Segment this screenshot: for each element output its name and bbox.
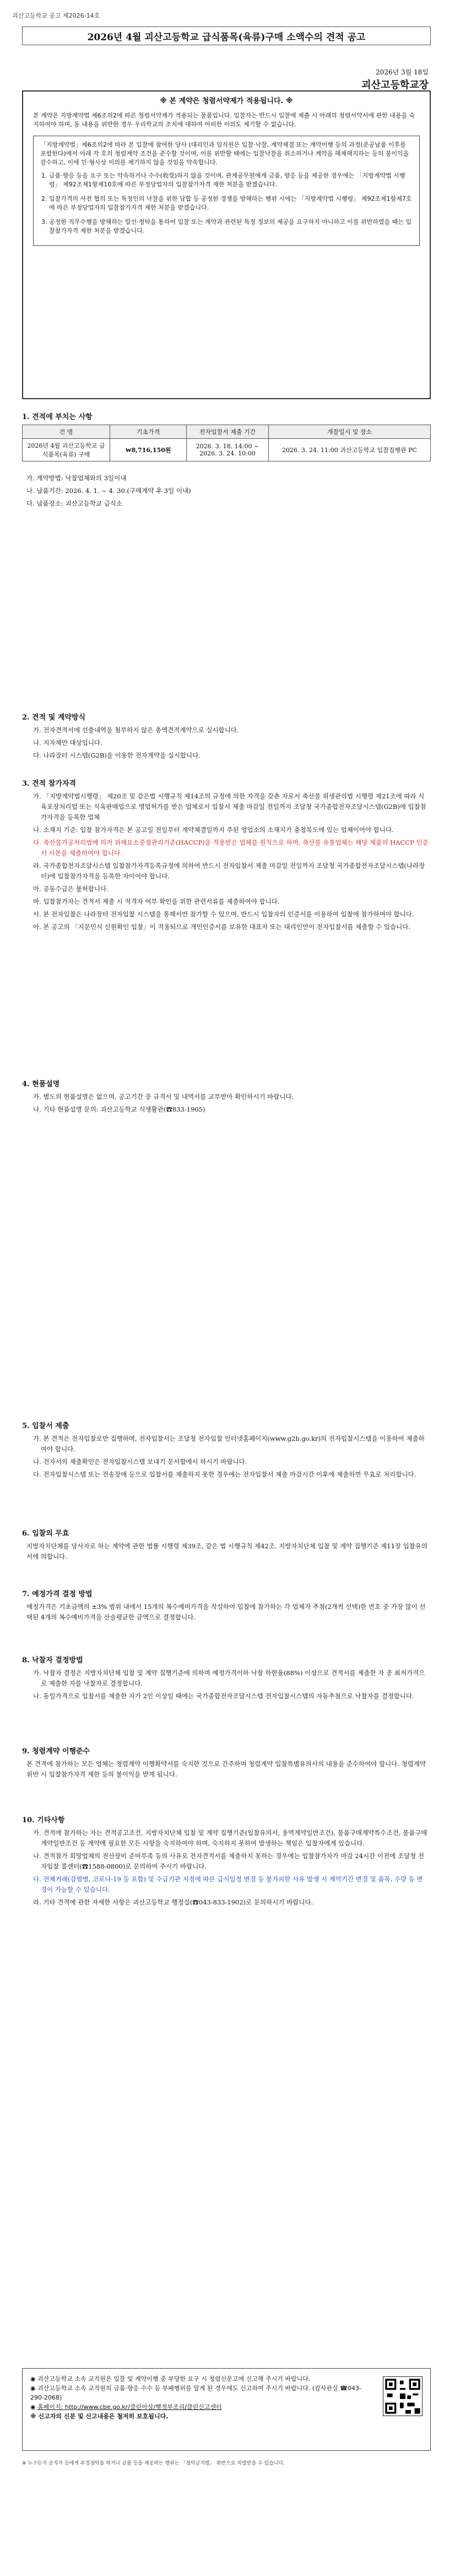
note-line: 다. 납품장소: 괴산고등학교 급식소 [26,500,123,507]
body-line: 가. 견적에 참가하는 자는 견적공고조건, 지방자치단체 입찰 및 계약 집행기준(입찰유의서, 용역계약일반조건), 물품구매계약특수조건, 물품구매계약일반조건 등 계약에 필요한 모든 사항을 숙지하여야 하며, 숙지하지 못하여 발생하는 책임은 입찰자에게 있습니다. [33,1829,427,1847]
box-line: ◉ 괴산고등학교 소속 교직원의 금품·향응 수수 등 부패행위를 알게 된 경우에도 신고하여 주시기 바랍니다. (감사관실 ☎043-290-2068) [30,2385,361,2401]
bid-info-table [22,425,431,461]
section-1-title: 1. 견적에 부치는 사항 [22,413,93,421]
cell-period: 2026. 3. 18. 14:00 ~ 2026. 3. 24. 10:00 [187,439,269,461]
body-line: 가. 낙찰자 결정은 지방자치단체 입찰 및 계약 집행기준에 의하며 예정가격이하 낙찰 하한율(88%) 이상으로 견적서를 제출한 자 중 최저가격으로 제출한 자를 낙찰자로 결정합니다. [33,1669,425,1687]
body-line: 바. 입찰참가자는 견적서 제출 시 적격자 여부 확인을 위한 관련서류를 제출하여야 합니다. [33,898,280,905]
page-title: 2026년 4월 괴산고등학교 급식품목(육류)구매 소액수의 견적 공고 [22,26,431,45]
col-price: 기초가격 [110,425,187,439]
body-line: 마. 공동수급은 불허합니다. [33,885,109,893]
body-line: 아. 본 공고의 「지문인식 신원확인 입찰」이 적용되므로 개인인증서를 보유한 대표자 또는 대리인만이 전자입찰서를 제출할 수 있습니다. [33,923,411,931]
col-opening: 개찰일시 및 장소 [269,425,431,439]
qr-code-icon[interactable] [383,2376,422,2416]
box-line: ※ 신고자의 신분 및 신고내용은 철저히 보호됩니다. [30,2413,169,2420]
body-line: 사. 본 전자입찰은 나라장터 전자입찰 시스템을 통해서만 참가할 수 있으며, 반드시 입찰자의 인증서를 이용하여 입찰에 참가하여야 합니다. [33,910,414,918]
pledge-box [33,136,420,246]
body-line: 다. 나라장터 시스템(G2B)을 이용한 전자계약을 실시합니다. [33,752,201,759]
pledge-item-3: 3. 공정한 직무수행을 방해하는 알선·청탁을 통하여 입찰 또는 계약과 관련된 특정 정보의 제공을 요구하지 아니하고 이를 위반하였을 때는 입찰참가자격 제한 처분을 받겠습니다. [49,218,413,235]
body-line: 가. 본 견적은 전자입찰로만 집행하며, 전자입찰서는 조달청 전자입찰 인터넷홈페이지(www.g2b.go.kr)의 전자입찰시스템을 이용하여 제출하여야 합니다. [33,1435,425,1453]
body-line: 다. 전체거래(감염병, 코로나-19 등 포함) 및 수급기관 지정에 따른 급식일정 변경 등 불가피한 사유 발생 시 계약기간 변경 및 품목, 수량 등 변경이 가능할 수 있습니다. [33,1875,423,1893]
cell-name: 2026년 4월 괴산고등학교 급식품목(육류) 구매 [23,439,110,461]
body-line: 지방자치단체를 당사자로 하는 계약에 관한 법률 시행령 제39조, 같은 법 시행규칙 제42조, 지방자치단체 입찰 및 계약 집행기준 제11장 입찰유의서에 의합니다. [26,1542,427,1560]
section-3-title: 3. 견적 참가자격 [22,780,76,788]
section-4-body [26,1092,429,1117]
section-4-title: 4. 현품설명 [22,1080,60,1088]
table-row [23,439,431,461]
circle-bullet-icon: ◉ [30,2403,38,2411]
body-line: 가. 전자견적서에 선출내역을 첨부하지 않은 총액견적계약으로 실시합니다. [33,726,239,734]
header-note: 괴산고등학교 공고 제2026-14호 [12,12,100,19]
section-2-body [26,725,429,763]
section-8-body [26,1668,429,1704]
box-line: ◉ 괴산고등학교 소속 교직원은 입찰 및 계약이행 중 부당한 요구 시 청렴신문고에 신고해 주시기 바랍니다. [30,2375,311,2382]
issuer-name: 괴산고등학교장 [361,79,429,91]
circle-bullet-icon: ◉ [30,2375,38,2382]
section-2-title: 2. 견적 및 계약방식 [22,713,86,722]
notice-title: ※ 본 계약은 청렴서약제가 적용됩니다. ※ [160,97,293,105]
section-3-body [26,791,429,935]
cell-opening: 2026. 3. 24. 11:00 괴산고등학교 입찰집행관 PC [269,439,431,461]
section-10-body [26,1828,429,1910]
anti-corruption-box [22,2368,431,2451]
body-line: 본 견적에 참가하는 모든 업체는 청렴계약 이행확약서를 숙지한 것으로 간주하며 청렴계약 입찰특별유의서의 내용을 준수하여야 합니다. 청렴계약 위반 시 입찰참가자격 제한 등의 불이익을 받게 됩니다. [26,1760,426,1778]
pledge-item-2: 2. 입찰가격의 사전 협의 또는 특정인의 낙찰을 위한 담합 등 공정한 경쟁을 방해하는 행위 시에는 「지방계약법 시행령」 제92조제1항제7호에 따른 부정당업자의 입찰참가자격 제한 처분을 받겠습니다. [49,195,413,212]
section-7-title: 7. 예정가격 결정 방법 [22,1590,93,1598]
section-5-body [26,1434,429,1482]
section-10-title: 10. 기타사항 [22,1816,65,1824]
body-line: 라. 기타 견적에 관한 자세한 사항은 괴산고등학교 행정실(☎043-833-1902)로 문의하시기 바랍니다. [33,1898,313,1906]
col-period: 전자입찰서 제출 기간 [187,425,269,439]
body-line: 라. 국가종합전자조달시스템 입찰참가자격등록규정에 의하여 반드시 전자입찰서 제출 마감일 전일까지 조달청 국가종합전자조달시스템(나라장터)에 입찰참가자격을 등록한 자이어야 합니다. [33,862,425,880]
body-line: 예정가격은 기초금액의 ±3% 범위 내에서 15개의 복수예비가격을 작성하여 입찰에 참가하는 각 업체가 추첨(2개씩 선택)한 번호 중 가장 많이 선택된 4개의 복수예비가격을 산술평균한 금액으로 결정합니다. [26,1603,426,1621]
body-line: 나. 기타 현품설명 문의: 괴산고등학교 식생활관(☎833-1905) [33,1105,205,1113]
section-9-body [26,1759,429,1782]
body-line: 가. 별도의 현품설명은 없으며, 공고기간 중 규격서 및 내역서를 교부받아 확인하시기 바랍니다. [33,1093,294,1101]
section-6-body [26,1541,429,1564]
section-7-body [26,1602,429,1625]
body-line: 나. 동일가격으로 입찰서를 제출한 자가 2인 이상일 때에는 국가종합전자조달시스템 전자입찰시스템의 자동추첨으로 낙찰자를 결정합니다. [33,1692,414,1700]
body-line: 다. 전자입찰시스템 또는 전송장애 등으로 입찰서를 제출하지 못한 경우에는 전자입찰서 제출 마감시간 이후에 제출하면 무효로 처리합니다. [33,1471,416,1478]
homepage-link[interactable]: 홈페이지: http://www.cbe.go.kr/클린아상/행정부조리/클린신고센터 [37,2403,222,2411]
announcement-date: 2026년 3월 18일 [376,68,429,76]
section-8-title: 8. 낙찰자 결정방법 [22,1656,83,1665]
notice-intro: 본 계약은 지방계약법 제6조의2에 따른 청렴서약제가 적용되는 물품입니다. 입찰자는 반드시 입찰에 제출 시 아래의 청렴서약서에 관한 내용을 숙지하여야 하며, 동 내용을 위반한 경우 우리학교의 조치에 대하여 어떠한 이의도 제기할 수 없습니다. [33,112,415,128]
box-line [30,2402,373,2412]
pledge-item-1: 1. 금품·향응 등을 요구 또는 약속하거나 수수(收受)하지 않을 것이며, 관계공무원에게 금품, 향응 등을 제공한 경우에는 「지방계약법 시행령」 제92조제1항제10호에 따른 부정당업자의 입찰참가자격 제한 처분을 받겠습니다. [49,171,413,189]
body-line: 다. 축산물가공처리법에 의거 위해요소중점관리기준(HACCP)을 적용받은 업체를 원칙으로 하며, 축산물 유통업체는 해당 제품의 HACCP 인증서 사본을 제출하여야 합니다. [33,839,429,857]
section-6-title: 6. 입찰의 무효 [22,1530,69,1538]
body-line: 나. 견적참가 희망업체의 전산장비 준비부족 등의 사유로 전자견적서를 제출하지 못하는 경우에는 입찰참가자가 마감 24시간 이전에 조달청 전자입찰 콜센터(☎1588-0800)로 문의하여 주시기 바랍니다. [33,1852,424,1870]
body-line: 나. 전자서의 제출확인은 전자입찰시스템 보내기 문서함에서 하시기 바랍니다. [33,1458,247,1466]
body-line: 가. 「지방계약법시행령」 제20조 및 같은법 시행규칙 제14조의 규정에 의한 자격을 갖춘 자로서 축산물 위생관리법 시행령 제21조에 따라 식육포장처리업 또는 식육판매업으로 영업허가를 받은 업체로서 입찰서 제출 마감일 전일까지 조달청 국가종합전자조달시스템(G2B)에 입찰참가자격을 등록한 업체 [33,792,426,821]
body-line: 나. 지자체만 대상입니다. [33,739,102,747]
section-1-notes [26,473,429,511]
integrity-notice-box [22,90,431,399]
pledge-list [40,171,413,235]
circle-bullet-icon: ◉ [30,2385,38,2392]
pledge-intro: 「지방계약법」제6조의2에 따라 본 입찰에 참여한 당사 (대리인과 임직원은 입찰·낙찰, 계약체결 또는 계약이행 등의 과정(준공납품 이후를 포함한다)에서 아래 각 호의 청렴계약 조건을 준수할 것이며, 이를 위반할 때에는 입찰낙찰을 취소하거나 계약을 해제해지하는 등의 불이익을 감수하고, 이에 민·형사상 이의를 제기하지 않을 것임을 약속합니다. [40,141,409,166]
cell-price: ₩8,716,150원 [110,439,187,461]
body-line: 나. 소재지 기준: 입찰 참가자격은 본 공고일 전일부터 계약체결일까지 주된 영업소의 소재지가 충청북도에 있는 업체이어야 합니다. [33,826,394,834]
col-name: 건 명 [23,425,110,439]
section-9-title: 9. 청렴계약 이행준수 [22,1747,90,1756]
note-line: 나. 납품기간: 2026. 4. 1. ~ 4. 30.(구매계약 후 3일 이내) [26,487,191,495]
note-line: 가. 계약방법: 낙찰업체와의 3일이내 [26,474,127,482]
section-5-title: 5. 입찰서 제출 [22,1422,69,1430]
footnote: ※ 누구든지 공직자 등에게 부정청탁을 하거나 금품 등을 제공하는 행위는 「청탁금지법」 위반으로 처벌받을 수 있습니다. [22,2461,285,2466]
